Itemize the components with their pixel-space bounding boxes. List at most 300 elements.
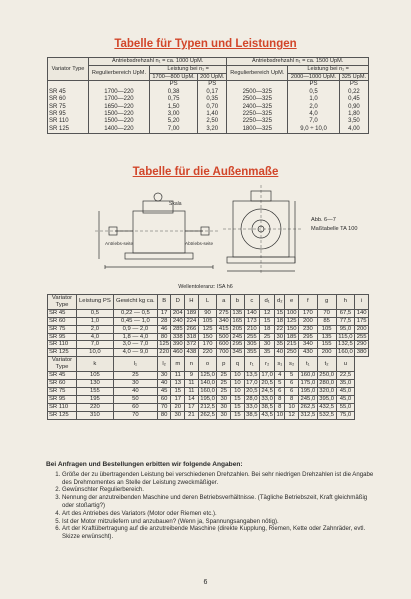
- ps-label: PS: [288, 81, 340, 89]
- table-cell: 25: [217, 372, 231, 380]
- column-header: t₂: [317, 357, 336, 372]
- cell-r2: 2400—325: [227, 104, 288, 111]
- table-cell: 80: [157, 333, 171, 341]
- table-cell: 90: [198, 309, 217, 317]
- table-cell: 262,5: [198, 411, 217, 419]
- leistung-header-2: Leistung bei n₁ =: [288, 65, 369, 73]
- table-cell: 165: [232, 317, 243, 324]
- side-housing: [133, 211, 185, 253]
- column-header: t₁: [298, 357, 317, 372]
- table-cell: 430: [298, 349, 317, 357]
- table-cell: SR 75: [48, 325, 77, 333]
- cell-r1: 1400—220: [89, 126, 150, 134]
- table-cell: 4: [275, 372, 285, 380]
- cell-b2: 0,22: [339, 89, 368, 96]
- cell-r1: 1700—220: [89, 89, 150, 96]
- table-cell: 266: [186, 325, 197, 332]
- table-cell: 11: [185, 387, 199, 395]
- abb-label: Abb. 6—7: [311, 217, 336, 223]
- table-cell: 170: [298, 309, 317, 317]
- table-cell: 0,5: [77, 309, 114, 317]
- sub2-a: 2000—1000 UpM.: [288, 73, 340, 81]
- table-cell: 70: [317, 309, 336, 317]
- table-cell: 140,0: [198, 379, 217, 387]
- table-cell: 40: [157, 379, 171, 387]
- table-cell: 5: [275, 379, 285, 387]
- table-cell: 28: [157, 317, 171, 325]
- table-cell: 60: [113, 403, 157, 411]
- table-cell: 15: [231, 411, 245, 419]
- table-cell: 10: [276, 411, 284, 418]
- column-header: r₁: [244, 357, 259, 372]
- table-cell: 125,0: [198, 372, 217, 380]
- cell-a2: 7,0: [288, 118, 340, 125]
- cell-r2: 2500—325: [227, 89, 288, 96]
- column-header: a: [217, 295, 231, 310]
- table-cell: 1,8 — 4,0: [113, 333, 157, 341]
- cell-type: SR 75: [48, 104, 89, 111]
- table-cell: 40: [113, 387, 157, 395]
- table-cell: 175: [356, 317, 367, 324]
- table-cell: 355: [244, 349, 259, 357]
- table-cell: 105: [77, 372, 114, 380]
- group2-header: Antriebsdrehzahl n₁ = ca. 1500 UpM.: [227, 58, 369, 66]
- cell-r1: 1700—220: [89, 96, 150, 103]
- table-cell: 35,0: [336, 379, 355, 387]
- table-cell: 460: [172, 349, 183, 356]
- cell-a1: 3,00: [149, 111, 197, 118]
- table-cell: 75,0: [336, 411, 355, 419]
- cell-b1: 2,50: [198, 118, 227, 125]
- figure-caption-block: [311, 216, 357, 234]
- table-cell: 115,0: [336, 333, 355, 341]
- table-row: [48, 372, 369, 380]
- table-row: [48, 111, 369, 118]
- table-cell: 25: [259, 333, 274, 341]
- cell-b2: 1,80: [339, 111, 368, 118]
- table-cell: SR 125: [48, 349, 77, 357]
- table-row: [48, 317, 369, 325]
- table-cell: 15: [231, 403, 245, 411]
- cell-a2: 2,0: [288, 104, 340, 111]
- column-header: H: [185, 295, 199, 310]
- cell-b2: 0,90: [339, 104, 368, 111]
- table-cell: 30: [217, 411, 231, 419]
- table-cell: 11: [185, 379, 199, 387]
- table-row: [48, 403, 369, 411]
- table-cell: 46: [157, 325, 171, 333]
- table-cell: 30: [171, 411, 185, 419]
- table-cell: 100: [286, 309, 297, 316]
- table-cell: 205: [232, 325, 243, 332]
- table-cell: 415: [218, 325, 229, 332]
- col-type-header: Variator Type: [48, 58, 89, 81]
- table-cell: 245: [232, 333, 243, 340]
- table-row: [48, 341, 369, 349]
- title-dimensions: Tabelle für die Außenmaße: [132, 166, 279, 178]
- table-cell: 30: [157, 372, 171, 380]
- table-cell: 320,0: [317, 387, 336, 395]
- header-row: [48, 357, 369, 372]
- table-cell: 140: [356, 309, 367, 316]
- masstabelle-label: Maßtabelle TA 100: [311, 226, 358, 232]
- table-cell: 45: [157, 387, 171, 395]
- table-cell: 7,0: [77, 341, 114, 349]
- table-cell: 305: [244, 341, 259, 349]
- note-item: 1. Größe der zu übertragenden Leistung bei verschiedenen Drehzahlen. Bei sehr niedrigen Drehzahlen ist die Angabe des Drehmomentes an Stelle der Leistung zweckmäßiger.: [62, 471, 376, 487]
- skala-label: Skala: [169, 201, 182, 207]
- cell-a1: 0,75: [149, 96, 197, 103]
- table-cell: 255: [356, 333, 367, 340]
- variator-technical-drawing: [95, 183, 315, 283]
- table-cell: 132,5: [336, 341, 355, 349]
- note-item: 2. Gewünschter Regulierbereich.: [62, 486, 376, 494]
- notes-list: [46, 471, 376, 541]
- table-cell: 21: [185, 411, 199, 419]
- table-cell: 33,0: [261, 395, 273, 402]
- column-header: m: [171, 357, 185, 372]
- cell-type: SR 45: [48, 89, 89, 96]
- table-cell: 30: [259, 341, 274, 349]
- cell-r2: 2250—325: [227, 111, 288, 118]
- table-cell: 50: [113, 395, 157, 403]
- table-cell: 40: [276, 349, 284, 356]
- table-cell: SR 125: [48, 411, 77, 419]
- table-cell: 215: [286, 341, 297, 348]
- table-cell: 105: [198, 317, 217, 325]
- table-cell: 5: [285, 372, 299, 380]
- table-row: [48, 333, 369, 341]
- table-cell: 500: [218, 333, 229, 340]
- table-cell: 60: [157, 395, 171, 403]
- table-cell: 250,0: [317, 372, 336, 380]
- column-header: Variator Type: [48, 295, 77, 310]
- table-cell: 345: [232, 349, 243, 356]
- table-cell: 45,0: [336, 395, 355, 403]
- table-cell: 28,0: [246, 395, 258, 402]
- table-cell: 340: [218, 317, 229, 324]
- table-cell: 285: [172, 325, 183, 332]
- table-cell: 340: [298, 341, 317, 349]
- table-cell: 105: [317, 325, 336, 333]
- table-cell: 140: [244, 309, 259, 317]
- table-cell: 12: [285, 411, 299, 419]
- table-cell: 10,0: [77, 349, 114, 357]
- cell-type: SR 110: [48, 118, 89, 125]
- table-cell: 295: [298, 333, 317, 341]
- abtriebsseite-label: Abtriebs-seite: [185, 241, 214, 246]
- table-row: [48, 118, 369, 125]
- table-cell: 17,0: [261, 372, 273, 379]
- table-cell: 14: [185, 395, 199, 403]
- table-cell: 700: [218, 349, 229, 356]
- table-cell: 22: [276, 325, 284, 332]
- table-cell: 8: [275, 403, 285, 411]
- cell-r1: 1500—220: [89, 111, 150, 118]
- table-cell: 6: [275, 387, 285, 395]
- group1-header: Antriebsdrehzahl n₁ = ca. 1000 UpM.: [89, 58, 227, 66]
- table-cell: 9: [185, 372, 199, 380]
- table-cell: 12: [259, 309, 274, 317]
- table-cell: 45,0: [336, 387, 355, 395]
- table-cell: 85: [317, 317, 336, 325]
- note-item: 5. Ist der Motor mitzuliefern und anzubauen? (Wenn ja, Spannungsangaben nötig).: [62, 518, 376, 526]
- table-cell: 2,0: [77, 325, 114, 333]
- table-cell: 38,5: [246, 411, 258, 418]
- table-cell: 70: [113, 411, 157, 419]
- table-row: [48, 309, 369, 317]
- table-cell: 150: [198, 333, 217, 341]
- table-cell: 372: [186, 341, 197, 348]
- table-cell: 20,5: [246, 387, 258, 394]
- table-cell: 210: [244, 325, 259, 333]
- table-cell: 125: [198, 325, 217, 333]
- table-cell: 15: [171, 387, 185, 395]
- table-cell: 70: [157, 403, 171, 411]
- table-row: [48, 411, 369, 419]
- sub1-b: 200 UpM.: [198, 73, 227, 81]
- table-cell: 8: [275, 395, 285, 403]
- table-cell: 0,9 — 2,0: [113, 325, 157, 333]
- table-cell: 395,0: [317, 395, 336, 403]
- column-header: k: [77, 357, 114, 372]
- table-cell: 17: [171, 395, 185, 403]
- table-row: [48, 104, 369, 111]
- table-cell: 150: [286, 325, 297, 332]
- column-header: d₁: [259, 295, 274, 310]
- table-row: [48, 325, 369, 333]
- cell-a2: 4,0: [288, 111, 340, 118]
- table-cell: 0,22 — 0,5: [113, 309, 157, 317]
- cell-a1: 7,00: [149, 126, 197, 134]
- table-cell: 30: [276, 333, 284, 340]
- ps-label: PS: [339, 81, 368, 89]
- column-header: g: [317, 295, 336, 310]
- title-types-performance: Tabelle für Typen und Leistungen: [114, 38, 297, 50]
- table-row: [48, 387, 369, 395]
- table-cell: 173: [244, 317, 259, 325]
- table-cell: 13,5: [246, 372, 258, 379]
- table-cell: SR 95: [48, 395, 77, 403]
- column-header: e: [285, 295, 299, 310]
- table-cell: 4,0: [77, 333, 114, 341]
- table-cell: 130: [77, 379, 114, 387]
- table-cell: 17,0: [246, 379, 258, 386]
- table-cell: 11: [171, 372, 185, 380]
- column-header: n: [185, 357, 199, 372]
- column-header: l₁: [113, 357, 157, 372]
- table-cell: SR 45: [48, 372, 77, 380]
- cell-a1: 0,38: [149, 89, 197, 96]
- table-cell: 532,5: [317, 411, 336, 419]
- table-cell: 20,5: [261, 379, 273, 386]
- table-cell: 600: [218, 341, 229, 348]
- table-cell: 312,5: [298, 411, 317, 419]
- table-cell: SR 75: [48, 387, 77, 395]
- table-cell: 8: [285, 395, 299, 403]
- column-header: i: [355, 295, 369, 310]
- table-cell: 432,5: [317, 403, 336, 411]
- note-item: 3. Nennung der anzutreibenden Maschine und deren Betriebsverhältnisse. (Tägliche Betriebszeit, Kraft gleichmäßig oder stoßartig?): [62, 494, 376, 510]
- cell-r2: 2500—325: [227, 96, 288, 103]
- table-cell: 175,0: [298, 379, 317, 387]
- ps-label: PS: [198, 81, 227, 89]
- table-cell: 135: [232, 309, 243, 316]
- column-header: c: [244, 295, 259, 310]
- column-header: L: [198, 295, 217, 310]
- table-cell: 22,5: [336, 372, 355, 380]
- column-header: s₁: [275, 357, 285, 372]
- table-cell: 290: [356, 341, 367, 348]
- cell-b1: 1,40: [198, 111, 227, 118]
- cell-b1: 0,17: [198, 89, 227, 96]
- table-cell: 30: [217, 403, 231, 411]
- table-cell: 224: [186, 317, 197, 324]
- table-cell: 43,5: [261, 411, 273, 418]
- note-item: 6. Art der Kraftübertragung auf die anzutreibende Maschine (direkte Kupplung, Riemen, Kette oder Zahnräder, evtl. Skizze erwünscht).: [62, 525, 376, 541]
- cell-b1: 0,35: [198, 96, 227, 103]
- table-cell: 155: [77, 387, 114, 395]
- table-cell: 15: [259, 317, 274, 325]
- table-cell: 230: [298, 325, 317, 333]
- table-cell: 1,0: [77, 317, 114, 325]
- table-cell: 15: [276, 309, 284, 316]
- cell-r1: 1650—220: [89, 104, 150, 111]
- table-cell: 20: [171, 403, 185, 411]
- leistung-header-1: Leistung bei n₁ =: [149, 65, 226, 73]
- table-cell: 35: [259, 349, 274, 357]
- table-cell: 80: [157, 411, 171, 419]
- table-row: [48, 126, 369, 134]
- notes-heading: Bei Anfragen und Bestellungen erbitten wir folgende Angaben:: [46, 461, 243, 468]
- types-performance-table: [47, 57, 369, 134]
- note-item: 4. Art des Antriebes des Variators (Motor oder Riemen etc.).: [62, 510, 376, 518]
- column-header: d₂: [275, 295, 285, 310]
- table-cell: 220: [198, 349, 217, 357]
- table-cell: 160,0: [298, 372, 317, 380]
- column-header: p: [217, 357, 231, 372]
- table-cell: 200: [317, 349, 336, 357]
- table-cell: 38,5: [261, 403, 273, 410]
- table-cell: 255: [244, 333, 259, 341]
- column-header: l₂: [157, 357, 171, 372]
- cell-a1: 5,20: [149, 118, 197, 125]
- table-cell: 30: [217, 395, 231, 403]
- cell-r2: 2250—325: [227, 118, 288, 125]
- table-cell: 338: [172, 333, 183, 340]
- table-cell: 390: [172, 341, 183, 348]
- cell-a2: 0,5: [288, 89, 340, 96]
- table-cell: SR 110: [48, 403, 77, 411]
- table-row: [48, 349, 369, 357]
- cell-r1: 1500—220: [89, 118, 150, 125]
- table-cell: 250: [286, 349, 297, 356]
- table-cell: 262,5: [298, 403, 317, 411]
- column-header: o: [198, 357, 217, 372]
- table-row: [48, 96, 369, 103]
- table-cell: 10: [231, 372, 245, 380]
- table-cell: 200: [298, 317, 317, 325]
- table-row: [48, 395, 369, 403]
- table-cell: 160,0: [336, 349, 355, 357]
- table-cell: 170: [198, 341, 217, 349]
- regel-header-1: Regulierbereich UpM.: [89, 65, 150, 81]
- ps-label: PS: [149, 81, 197, 89]
- table-cell: 380: [356, 349, 367, 356]
- table-cell: 13: [171, 379, 185, 387]
- table-cell: 195,0: [298, 387, 317, 395]
- cell-b1: 3,20: [198, 126, 227, 134]
- table-cell: 195: [77, 395, 114, 403]
- table-cell: SR 60: [48, 317, 77, 325]
- header-row: [48, 295, 369, 310]
- regel-header-2: Regulierbereich UpM.: [227, 65, 288, 81]
- table-cell: 25: [217, 387, 231, 395]
- column-header: q: [231, 357, 245, 372]
- column-header: Leistung PS: [77, 295, 114, 310]
- table-cell: 15: [231, 395, 245, 403]
- table-row: [48, 379, 369, 387]
- table-cell: SR 60: [48, 379, 77, 387]
- table-cell: 160,0: [198, 387, 217, 395]
- cell-b2: 4,00: [339, 126, 368, 134]
- shaft-tolerance: Wellentoleranz: ISA h6: [178, 284, 233, 290]
- table-cell: 18: [259, 325, 274, 333]
- table-row: [48, 89, 369, 96]
- table-cell: 240: [172, 317, 183, 324]
- table-cell: SR 110: [48, 341, 77, 349]
- page-number: 6: [203, 579, 208, 586]
- table-cell: 25: [217, 379, 231, 387]
- column-header: h: [336, 295, 355, 310]
- cell-a2: 9,0 ÷ 10,0: [288, 126, 340, 134]
- table-cell: 95,0: [336, 325, 355, 333]
- cell-a1: 1,50: [149, 104, 197, 111]
- table-cell: 33,0: [246, 403, 258, 410]
- table-cell: 4,0 — 9,0: [113, 349, 157, 357]
- table-cell: 280,0: [317, 379, 336, 387]
- table-cell: 10: [231, 379, 245, 387]
- cell-type: SR 125: [48, 126, 89, 134]
- column-header: r₂: [259, 357, 274, 372]
- table-cell: 125: [286, 317, 297, 324]
- column-header: u: [336, 357, 355, 372]
- cell-r2: 1800—325: [227, 126, 288, 134]
- table-cell: 155: [317, 341, 336, 349]
- column-header: Variator Type: [48, 357, 77, 372]
- column-header: s₂: [285, 357, 299, 372]
- sub1-a: 1700—800 UpM.: [149, 73, 197, 81]
- cell-type: SR 95: [48, 111, 89, 118]
- table-cell: 24,5: [261, 387, 273, 394]
- cell-b2: 3,50: [339, 118, 368, 125]
- table-cell: 0,45 — 1,0: [113, 317, 157, 325]
- table-cell: 6: [285, 387, 299, 395]
- table-cell: 3,0 — 7,0: [113, 341, 157, 349]
- cell-type: SR 60: [48, 96, 89, 103]
- column-header: D: [171, 295, 185, 310]
- column-header: b: [231, 295, 245, 310]
- table-cell: 30: [113, 379, 157, 387]
- table-cell: 17: [185, 403, 199, 411]
- table-cell: 55,0: [336, 403, 355, 411]
- table-cell: 18: [276, 317, 284, 324]
- table-cell: 10: [285, 403, 299, 411]
- table-cell: 220: [159, 349, 170, 356]
- table-cell: 195,0: [198, 395, 217, 403]
- table-cell: 275: [218, 309, 229, 316]
- table-cell: 438: [186, 349, 197, 356]
